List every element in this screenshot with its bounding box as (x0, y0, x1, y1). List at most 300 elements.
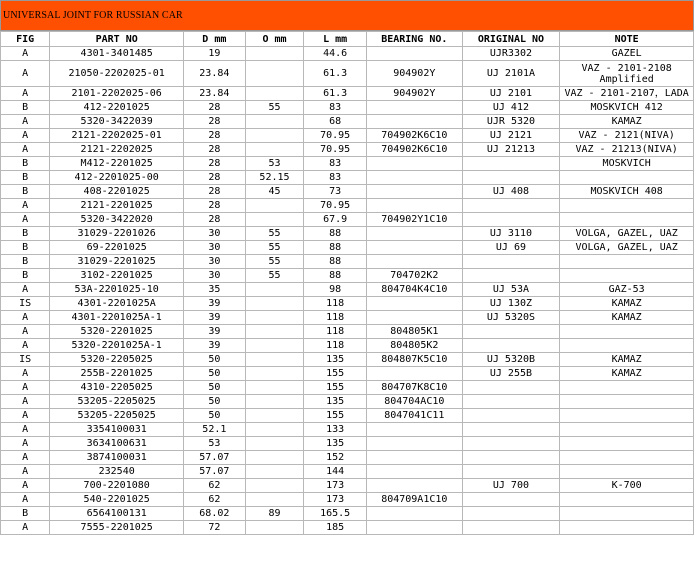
cell-o-mm (245, 381, 304, 395)
cell-l-mm: 135 (304, 353, 367, 367)
cell-bearing-no: 804709A1C10 (367, 493, 463, 507)
cell-part-no: 21050-2202025-01 (50, 61, 184, 87)
cell-l-mm: 70.95 (304, 199, 367, 213)
table-row (1, 297, 694, 311)
table-row (1, 269, 694, 283)
cell-original-no (462, 269, 560, 283)
cell-o-mm: 89 (245, 507, 304, 521)
cell-note: VAZ - 21213(NIVA) (560, 143, 694, 157)
header-original-no: ORIGINAL NO (462, 32, 560, 47)
cell-l-mm: 44.6 (304, 47, 367, 61)
cell-fig: A (1, 437, 50, 451)
cell-d-mm: 19 (184, 47, 246, 61)
cell-o-mm (245, 339, 304, 353)
cell-d-mm: 23.84 (184, 87, 246, 101)
cell-fig: A (1, 465, 50, 479)
cell-original-no (462, 423, 560, 437)
cell-bearing-no: 704902Y1C10 (367, 213, 463, 227)
cell-l-mm: 73 (304, 185, 367, 199)
cell-fig: A (1, 47, 50, 61)
cell-bearing-no: 704902K6C10 (367, 143, 463, 157)
cell-bearing-no: 804704AC10 (367, 395, 463, 409)
cell-l-mm: 118 (304, 297, 367, 311)
cell-original-no: UJ 69 (462, 241, 560, 255)
cell-note: VAZ - 2101-2108 Amplified (560, 61, 694, 87)
cell-d-mm: 39 (184, 339, 246, 353)
cell-l-mm: 118 (304, 339, 367, 353)
cell-o-mm (245, 87, 304, 101)
table-row (1, 493, 694, 507)
cell-bearing-no (367, 465, 463, 479)
cell-part-no: 3874100031 (50, 451, 184, 465)
cell-o-mm (245, 199, 304, 213)
cell-o-mm (245, 423, 304, 437)
cell-fig: B (1, 185, 50, 199)
cell-original-no (462, 213, 560, 227)
cell-original-no: UJ 5320B (462, 353, 560, 367)
cell-bearing-no (367, 185, 463, 199)
table-row (1, 255, 694, 269)
cell-d-mm: 30 (184, 227, 246, 241)
cell-l-mm: 173 (304, 479, 367, 493)
cell-note (560, 451, 694, 465)
cell-part-no: 540-2201025 (50, 493, 184, 507)
table-row (1, 87, 694, 101)
cell-note (560, 423, 694, 437)
header-part-no: PART NO (50, 32, 184, 47)
cell-part-no: 7555-2201025 (50, 521, 184, 535)
cell-bearing-no (367, 101, 463, 115)
cell-part-no: 412-2201025 (50, 101, 184, 115)
cell-bearing-no (367, 521, 463, 535)
cell-original-no (462, 325, 560, 339)
cell-fig: B (1, 171, 50, 185)
cell-o-mm (245, 115, 304, 129)
cell-bearing-no (367, 479, 463, 493)
cell-original-no (462, 255, 560, 269)
cell-original-no (462, 437, 560, 451)
cell-l-mm: 135 (304, 395, 367, 409)
cell-part-no: 5320-2201025 (50, 325, 184, 339)
cell-original-no: UJ 700 (462, 479, 560, 493)
table-row (1, 395, 694, 409)
cell-d-mm: 28 (184, 129, 246, 143)
cell-l-mm: 173 (304, 493, 367, 507)
cell-note (560, 493, 694, 507)
cell-o-mm (245, 143, 304, 157)
cell-l-mm: 133 (304, 423, 367, 437)
cell-fig: A (1, 521, 50, 535)
cell-fig: A (1, 199, 50, 213)
cell-fig: B (1, 507, 50, 521)
cell-bearing-no: 704702K2 (367, 269, 463, 283)
cell-o-mm (245, 353, 304, 367)
cell-note: MOSKVICH 408 (560, 185, 694, 199)
cell-note: VAZ - 2121(NIVA) (560, 129, 694, 143)
cell-o-mm: 55 (245, 227, 304, 241)
table-title: UNIVERSAL JOINT FOR RUSSIAN CAR (3, 10, 183, 21)
cell-original-no (462, 507, 560, 521)
cell-fig: A (1, 87, 50, 101)
cell-o-mm: 55 (245, 255, 304, 269)
cell-part-no: 69-2201025 (50, 241, 184, 255)
cell-d-mm: 30 (184, 255, 246, 269)
cell-part-no: M412-2201025 (50, 157, 184, 171)
cell-o-mm (245, 129, 304, 143)
cell-o-mm: 45 (245, 185, 304, 199)
cell-d-mm: 39 (184, 297, 246, 311)
cell-l-mm: 118 (304, 325, 367, 339)
cell-bearing-no (367, 451, 463, 465)
cell-bearing-no: 804707K8C10 (367, 381, 463, 395)
cell-l-mm: 70.95 (304, 129, 367, 143)
cell-fig: A (1, 479, 50, 493)
cell-bearing-no: 904902Y (367, 61, 463, 87)
cell-o-mm: 53 (245, 157, 304, 171)
cell-d-mm: 39 (184, 325, 246, 339)
cell-d-mm: 53 (184, 437, 246, 451)
parts-table (0, 31, 694, 535)
cell-o-mm (245, 367, 304, 381)
cell-original-no (462, 199, 560, 213)
cell-part-no: 53205-2205025 (50, 395, 184, 409)
cell-bearing-no: 8047041C11 (367, 409, 463, 423)
cell-original-no: UJ 53A (462, 283, 560, 297)
cell-fig: A (1, 409, 50, 423)
cell-o-mm (245, 47, 304, 61)
table-row (1, 61, 694, 87)
cell-note: K-700 (560, 479, 694, 493)
cell-bearing-no (367, 227, 463, 241)
cell-original-no: UJ 255B (462, 367, 560, 381)
cell-l-mm: 98 (304, 283, 367, 297)
cell-d-mm: 28 (184, 157, 246, 171)
table-row (1, 241, 694, 255)
cell-o-mm (245, 437, 304, 451)
cell-d-mm: 50 (184, 353, 246, 367)
cell-fig: A (1, 61, 50, 87)
cell-o-mm: 55 (245, 241, 304, 255)
cell-fig: B (1, 269, 50, 283)
cell-d-mm: 68.02 (184, 507, 246, 521)
cell-bearing-no (367, 297, 463, 311)
cell-l-mm: 155 (304, 367, 367, 381)
cell-l-mm: 83 (304, 171, 367, 185)
cell-fig: A (1, 283, 50, 297)
cell-note: MOSKVICH (560, 157, 694, 171)
cell-o-mm (245, 213, 304, 227)
cell-part-no: 4301-3401485 (50, 47, 184, 61)
cell-fig: B (1, 101, 50, 115)
cell-original-no: UJ 2101A (462, 61, 560, 87)
cell-note: GAZEL (560, 47, 694, 61)
cell-l-mm: 135 (304, 437, 367, 451)
cell-bearing-no (367, 437, 463, 451)
cell-fig: A (1, 339, 50, 353)
cell-original-no (462, 157, 560, 171)
cell-o-mm (245, 479, 304, 493)
table-row (1, 507, 694, 521)
table-row (1, 325, 694, 339)
cell-fig: B (1, 255, 50, 269)
header-bearing-no: BEARING NO. (367, 32, 463, 47)
cell-fig: A (1, 129, 50, 143)
table-row (1, 311, 694, 325)
table-row (1, 227, 694, 241)
table-row (1, 381, 694, 395)
cell-note: KAMAZ (560, 115, 694, 129)
cell-part-no: 2101-2202025-06 (50, 87, 184, 101)
cell-bearing-no: 904902Y (367, 87, 463, 101)
cell-note (560, 381, 694, 395)
table-row (1, 465, 694, 479)
cell-note (560, 437, 694, 451)
cell-original-no: UJ 21213 (462, 143, 560, 157)
cell-part-no: 31029-2201025 (50, 255, 184, 269)
cell-fig: IS (1, 353, 50, 367)
cell-d-mm: 50 (184, 409, 246, 423)
cell-part-no: 5320-3422020 (50, 213, 184, 227)
cell-part-no: 4301-2201025A (50, 297, 184, 311)
cell-note (560, 507, 694, 521)
cell-note: KAMAZ (560, 297, 694, 311)
cell-original-no (462, 381, 560, 395)
cell-d-mm: 30 (184, 269, 246, 283)
cell-fig: B (1, 157, 50, 171)
table-row (1, 283, 694, 297)
cell-o-mm (245, 283, 304, 297)
cell-original-no: UJ 412 (462, 101, 560, 115)
cell-original-no: UJR3302 (462, 47, 560, 61)
cell-original-no (462, 451, 560, 465)
header-row (1, 32, 694, 47)
cell-part-no: 5320-2201025A-1 (50, 339, 184, 353)
cell-o-mm: 52.15 (245, 171, 304, 185)
cell-d-mm: 28 (184, 115, 246, 129)
cell-fig: A (1, 311, 50, 325)
cell-original-no: UJ 130Z (462, 297, 560, 311)
cell-fig: IS (1, 297, 50, 311)
cell-bearing-no (367, 199, 463, 213)
cell-fig: A (1, 423, 50, 437)
cell-part-no: 3354100031 (50, 423, 184, 437)
cell-note: VAZ - 2101-2107，LADA (560, 87, 694, 101)
cell-part-no: 232540 (50, 465, 184, 479)
cell-bearing-no (367, 47, 463, 61)
cell-bearing-no (367, 311, 463, 325)
cell-bearing-no (367, 157, 463, 171)
cell-part-no: 6564100131 (50, 507, 184, 521)
cell-bearing-no: 804805K1 (367, 325, 463, 339)
cell-note (560, 255, 694, 269)
table-row (1, 339, 694, 353)
cell-d-mm: 28 (184, 213, 246, 227)
cell-d-mm: 23.84 (184, 61, 246, 87)
cell-part-no: 2121-2202025-01 (50, 129, 184, 143)
cell-o-mm (245, 451, 304, 465)
cell-d-mm: 50 (184, 367, 246, 381)
cell-part-no: 53A-2201025-10 (50, 283, 184, 297)
cell-l-mm: 68 (304, 115, 367, 129)
cell-bearing-no (367, 255, 463, 269)
table-row (1, 199, 694, 213)
cell-original-no: UJ 5320S (462, 311, 560, 325)
cell-l-mm: 61.3 (304, 87, 367, 101)
cell-original-no (462, 493, 560, 507)
header-d-mm: D mm (184, 32, 246, 47)
cell-d-mm: 28 (184, 143, 246, 157)
cell-bearing-no (367, 241, 463, 255)
cell-l-mm: 70.95 (304, 143, 367, 157)
header-fig: FIG (1, 32, 50, 47)
cell-note (560, 213, 694, 227)
cell-original-no (462, 521, 560, 535)
cell-d-mm: 52.1 (184, 423, 246, 437)
table-row (1, 185, 694, 199)
cell-o-mm (245, 297, 304, 311)
table-row (1, 157, 694, 171)
cell-d-mm: 30 (184, 241, 246, 255)
table-row (1, 479, 694, 493)
cell-d-mm: 50 (184, 395, 246, 409)
table-row (1, 367, 694, 381)
cell-note: VOLGA, GAZEL, UAZ (560, 241, 694, 255)
cell-original-no (462, 339, 560, 353)
cell-o-mm (245, 493, 304, 507)
cell-part-no: 53205-2205025 (50, 409, 184, 423)
cell-bearing-no: 804805K2 (367, 339, 463, 353)
cell-d-mm: 28 (184, 185, 246, 199)
cell-part-no: 31029-2201026 (50, 227, 184, 241)
table-row (1, 437, 694, 451)
cell-note (560, 339, 694, 353)
cell-note: KAMAZ (560, 311, 694, 325)
cell-d-mm: 62 (184, 479, 246, 493)
cell-original-no: UJ 3110 (462, 227, 560, 241)
cell-part-no: 700-2201080 (50, 479, 184, 493)
header-note: NOTE (560, 32, 694, 47)
cell-o-mm (245, 325, 304, 339)
cell-o-mm (245, 409, 304, 423)
cell-note (560, 465, 694, 479)
table-row (1, 353, 694, 367)
cell-bearing-no: 804704K4C10 (367, 283, 463, 297)
cell-d-mm: 72 (184, 521, 246, 535)
cell-o-mm (245, 395, 304, 409)
cell-original-no (462, 465, 560, 479)
cell-l-mm: 155 (304, 409, 367, 423)
cell-fig: A (1, 213, 50, 227)
cell-d-mm: 28 (184, 101, 246, 115)
cell-note (560, 269, 694, 283)
cell-note (560, 171, 694, 185)
table-row (1, 213, 694, 227)
cell-part-no: 412-2201025-00 (50, 171, 184, 185)
cell-original-no: UJ 408 (462, 185, 560, 199)
cell-l-mm: 152 (304, 451, 367, 465)
cell-original-no: UJ 2121 (462, 129, 560, 143)
table-row (1, 101, 694, 115)
cell-d-mm: 57.07 (184, 451, 246, 465)
table-row (1, 115, 694, 129)
cell-part-no: 2121-2201025 (50, 199, 184, 213)
cell-part-no: 2121-2202025 (50, 143, 184, 157)
cell-bearing-no (367, 423, 463, 437)
cell-fig: A (1, 143, 50, 157)
cell-o-mm (245, 465, 304, 479)
cell-fig: A (1, 325, 50, 339)
cell-bearing-no: 704902K6C10 (367, 129, 463, 143)
cell-note: MOSKVICH 412 (560, 101, 694, 115)
cell-fig: A (1, 115, 50, 129)
cell-note (560, 409, 694, 423)
cell-d-mm: 28 (184, 171, 246, 185)
cell-part-no: 5320-2205025 (50, 353, 184, 367)
cell-l-mm: 83 (304, 101, 367, 115)
cell-note: KAMAZ (560, 353, 694, 367)
cell-fig: A (1, 493, 50, 507)
cell-d-mm: 39 (184, 311, 246, 325)
header-o-mm: O mm (245, 32, 304, 47)
cell-l-mm: 88 (304, 241, 367, 255)
cell-bearing-no (367, 171, 463, 185)
table-title-bar (0, 0, 694, 31)
cell-l-mm: 88 (304, 255, 367, 269)
cell-d-mm: 35 (184, 283, 246, 297)
cell-original-no: UJR 5320 (462, 115, 560, 129)
cell-l-mm: 67.9 (304, 213, 367, 227)
table-row (1, 129, 694, 143)
table-row (1, 409, 694, 423)
cell-original-no (462, 409, 560, 423)
cell-l-mm: 61.3 (304, 61, 367, 87)
cell-l-mm: 155 (304, 381, 367, 395)
cell-o-mm (245, 61, 304, 87)
cell-l-mm: 144 (304, 465, 367, 479)
cell-note: VOLGA, GAZEL, UAZ (560, 227, 694, 241)
cell-fig: B (1, 227, 50, 241)
cell-note (560, 521, 694, 535)
cell-fig: A (1, 451, 50, 465)
table-row (1, 171, 694, 185)
cell-note (560, 325, 694, 339)
header-l-mm: L mm (304, 32, 367, 47)
cell-note: GAZ-53 (560, 283, 694, 297)
cell-note (560, 199, 694, 213)
cell-l-mm: 165.5 (304, 507, 367, 521)
cell-l-mm: 118 (304, 311, 367, 325)
cell-d-mm: 50 (184, 381, 246, 395)
table-row (1, 451, 694, 465)
cell-original-no (462, 395, 560, 409)
cell-original-no (462, 171, 560, 185)
cell-note (560, 395, 694, 409)
cell-fig: A (1, 367, 50, 381)
cell-l-mm: 88 (304, 227, 367, 241)
table-row (1, 423, 694, 437)
cell-d-mm: 57.07 (184, 465, 246, 479)
cell-part-no: 5320-3422039 (50, 115, 184, 129)
cell-o-mm: 55 (245, 269, 304, 283)
cell-bearing-no (367, 115, 463, 129)
cell-bearing-no (367, 507, 463, 521)
cell-part-no: 255B-2201025 (50, 367, 184, 381)
cell-fig: A (1, 395, 50, 409)
cell-o-mm: 55 (245, 101, 304, 115)
table-row (1, 143, 694, 157)
cell-fig: A (1, 381, 50, 395)
cell-l-mm: 88 (304, 269, 367, 283)
